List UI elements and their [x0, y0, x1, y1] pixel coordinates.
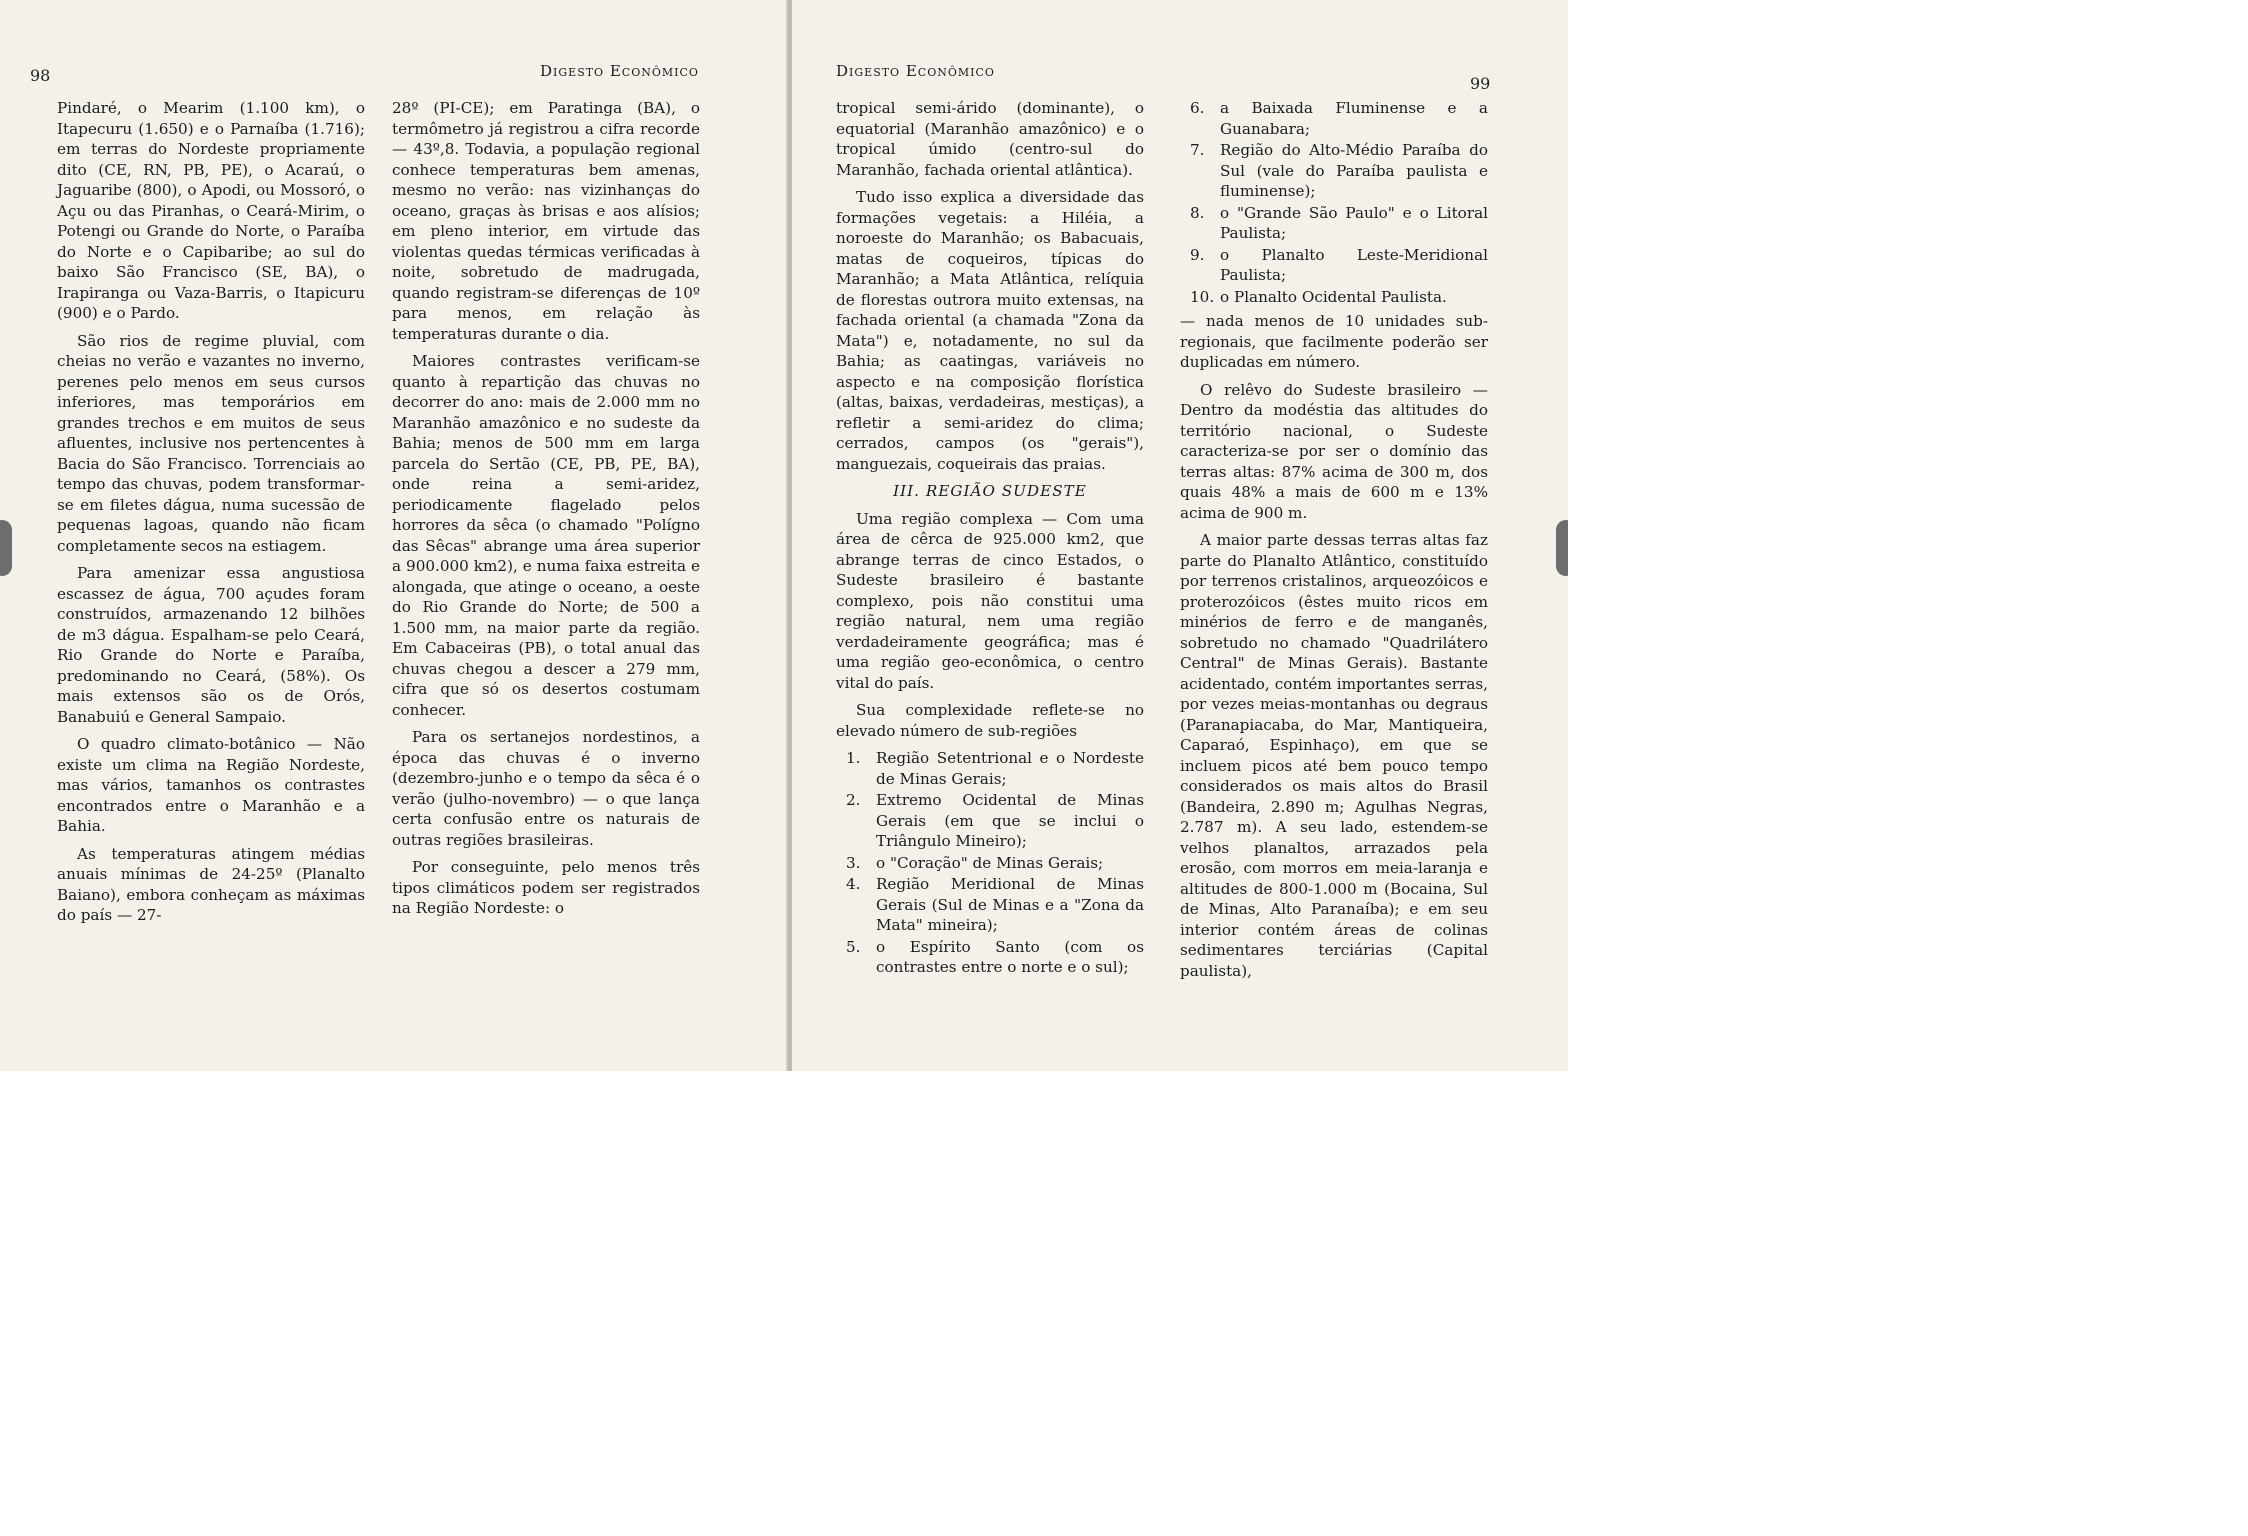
- right-column-2: [1180, 98, 1488, 988]
- list-item-text: a Baixada Fluminense e a Guanabara;: [1220, 99, 1488, 138]
- paragraph: tropical semi-árido (dominante), o equatorial (Maranhão amazônico) e o tropical úmido (centro-sul do Maranhão, fachada oriental atlântica).: [836, 99, 1144, 179]
- list-item: [1180, 203, 1488, 244]
- list-item-number: 7.: [1190, 141, 1205, 159]
- list-item-text: o Planalto Ocidental Paulista.: [1220, 287, 1447, 306]
- left-column-2: [392, 98, 700, 926]
- left-page: [0, 0, 788, 1071]
- list-item: [836, 748, 1144, 789]
- list-item-text: Extremo Ocidental de Minas Gerais (em que se inclui o Triângulo Mineiro);: [876, 791, 1144, 850]
- paragraph: Maiores contrastes verificam-se quanto à repartição das chuvas no decorrer do ano: mais de 2.000 mm no Maranhão amazônico e no sudeste da Bahia; menos de 500 mm em larga parcela do Sertão (CE, PB, PE, BA), onde reina a semi-aridez, periodicamente flagelado pelos horrores da sêca (o chamado "Polígno das Sêcas" abrange uma área superior a 900.000 km2), e numa faixa estreita e alongada, que atinge o oceano, a oeste do Rio Grande do Norte; de 500 a 1.500 mm, na maior parte da região. Em Cabaceiras (PB), o total anual das chuvas chegou a descer a 279 mm, cifra que só os desertos costumam conhecer.: [392, 352, 700, 719]
- paragraph: São rios de regime pluvial, com cheias no verão e vazantes no inverno, perenes pelo menos em seus cursos inferiores, mas temporários em grandes trechos e em muitos de seus afluentes, inclusive nos pertencentes à Bacia do São Francisco. Torrenciais ao tempo das chuvas, podem transformar-se em filetes dágua, numa sucessão de pequenas lagoas, quando não ficam completamente secos na estiagem.: [57, 331, 365, 555]
- list-item-text: Região Setentrional e o Nordeste de Minas Gerais;: [876, 749, 1144, 788]
- paragraph: O quadro climato-botânico — Não existe um clima na Região Nordeste, mas vários, tamanhos os contrastes encontrados entre o Maranhão e a Bahia.: [57, 735, 365, 835]
- right-column-1: [836, 98, 1144, 982]
- list-item: [1180, 140, 1488, 202]
- page-tab-marker: [0, 520, 12, 576]
- left-column-1: [57, 98, 365, 933]
- page-tab-marker: [1556, 520, 1568, 576]
- paragraph: O relêvo do Sudeste brasileiro — Dentro da modéstia das altitudes do território nacional, o Sudeste caracteriza-se por ser o domínio das terras altas: 87% acima de 300 m, dos quais 48% a mais de 600 m e 13% acima de 900 m.: [1180, 380, 1488, 522]
- list-item-text: Região do Alto-Médio Paraíba do Sul (vale do Paraíba paulista e fluminense);: [1220, 141, 1488, 200]
- list-item: [1180, 245, 1488, 286]
- subregion-list: [836, 748, 1144, 978]
- running-header: Digesto Econômico: [540, 62, 699, 80]
- paragraph: As temperaturas atingem médias anuais mínimas de 24-25º (Planalto Baiano), embora conheçam as máximas do país — 27-: [57, 844, 365, 924]
- list-item: [836, 937, 1144, 978]
- paragraph: Para os sertanejos nordestinos, a época das chuvas é o inverno (dezembro-junho e o tempo da sêca é o verão (julho-novembro) — o que lança certa confusão entre os naturais de outras regiões brasileiras.: [392, 728, 700, 849]
- paragraph: 28º (PI-CE); em Paratinga (BA), o termômetro já registrou a cifra recorde — 43º,8. Todavia, a população regional conhece temperaturas bem amenas, mesmo no verão: nas vizinhanças do oceano, graças às brisas e aos alísios; em pleno interior, em virtude das violentas quedas térmicas verificadas à noite, sobretudo de madrugada, quando registram-se diferenças de 10º para menos, em relação às temperaturas durante o dia.: [392, 99, 700, 343]
- list-item-text: o Espírito Santo (com os contrastes entre o norte e o sul);: [876, 937, 1144, 976]
- paragraph: Tudo isso explica a diversidade das formações vegetais: a Hiléia, a noroeste do Maranhão; os Babacuais, matas de coqueiros, típicas do Maranhão; a Mata Atlântica, relíquia de florestas outrora muito extensas, na fachada oriental (a chamada "Zona da Mata") e, notadamente, no sul da Bahia; as caatingas, variáveis no aspecto e na composição florística (altas, baixas, verdadeiras, mestiças), a refletir a semi-aridez do clima; cerrados, campos (os "gerais"), manguezais, coqueirais das praias.: [836, 188, 1144, 473]
- list-item-number: 9.: [1190, 245, 1205, 264]
- page-number: 99: [1470, 74, 1491, 93]
- list-item-number: 5.: [846, 937, 861, 956]
- list-item-text: o Planalto Leste-Meridional Paulista;: [1220, 245, 1488, 284]
- list-item-text: o "Grande São Paulo" e o Litoral Paulista;: [1220, 203, 1488, 242]
- paragraph: Pindaré, o Mearim (1.100 km), o Itapecuru (1.650) e o Parnaíba (1.716); em terras do Nordeste propriamente dito (CE, RN, PB, PE), o Acaraú, o Jaguaribe (800), o Apodi, ou Mossoró, o Açu ou das Piranhas, o Ceará-Mirim, o Potengi ou Grande do Norte, o Paraíba do Norte e o Capibaribe; ao sul do baixo São Francisco (SE, BA), o Irapiranga ou Vaza-Barris, o Itapicuru (900) e o Pardo.: [57, 99, 365, 322]
- list-item-number: 4.: [846, 875, 861, 893]
- list-item: [836, 874, 1144, 936]
- paragraph: A maior parte dessas terras altas faz parte do Planalto Atlântico, constituído por terrenos cristalinos, arqueozóicos e proterozóicos (êstes muito ricos em minérios de ferro e de manganês, sobretudo no chamado "Quadrilátero Central" de Minas Gerais). Bastante acidentado, contém importantes serras, por vezes meias-montanhas ou degraus (Paranapiacaba, do Mar, Mantiqueira, Caparaó, Espinhaço), em que se incluem picos até bem pouco tempo considerados os mais altos do Brasil (Bandeira, 2.890 m; Agulhas Negras, 2.787 m). A seu lado, estendem-se velhos planaltos, arrazados pela erosão, com morros em meia-laranja e altitudes de 800-1.000 m (Bocaina, Sul de Minas, Alto Paranaíba); e em seu interior contém áreas de colinas sedimentares terciárias (Capital paulista),: [1180, 531, 1488, 980]
- list-item-number: 8.: [1190, 203, 1205, 222]
- paragraph: Uma região complexa — Com uma área de cêrca de 925.000 km2, que abrange terras de cinco Estados, o Sudeste brasileiro é bastante complexo, pois não constitui uma região natural, nem uma região verdadeiramente geográfica; mas é uma região geo-econômica, o centro vital do país.: [836, 509, 1144, 692]
- page-number: 98: [30, 66, 51, 85]
- list-item: [836, 790, 1144, 852]
- book-spread: [0, 0, 1568, 1071]
- paragraph: Para amenizar essa angustiosa escassez de água, 700 açudes foram construídos, armazenando 12 bilhões de m3 dágua. Espalham-se pelo Ceará, Rio Grande do Norte e Paraíba, predominando no Ceará, (58%). Os mais extensos são os de Orós, Banabuiú e General Sampaio.: [57, 564, 365, 726]
- list-item: [1180, 98, 1488, 139]
- paragraph: — nada menos de 10 unidades sub-regionais, que facilmente poderão ser duplicadas em número.: [1180, 312, 1488, 371]
- list-item-number: 10.: [1190, 287, 1215, 306]
- list-item: [1180, 287, 1488, 308]
- list-item-text: Região Meridional de Minas Gerais (Sul de Minas e a "Zona da Mata" mineira);: [876, 875, 1144, 934]
- list-item-number: 1.: [846, 749, 861, 767]
- right-page: [792, 0, 1568, 1071]
- paragraph: Sua complexidade reflete-se no elevado número de sub-regiões: [836, 701, 1144, 740]
- subregion-list: [1180, 98, 1488, 307]
- list-item-number: 3.: [846, 853, 861, 872]
- list-item-number: 2.: [846, 791, 861, 809]
- section-heading: III. REGIÃO SUDESTE: [893, 482, 1087, 500]
- running-header: Digesto Econômico: [836, 62, 995, 80]
- list-item-number: 6.: [1190, 99, 1205, 117]
- paragraph: Por conseguinte, pelo menos três tipos climáticos podem ser registrados na Região Nordeste: o: [392, 858, 700, 917]
- list-item: [836, 853, 1144, 874]
- list-item-text: o "Coração" de Minas Gerais;: [876, 853, 1104, 872]
